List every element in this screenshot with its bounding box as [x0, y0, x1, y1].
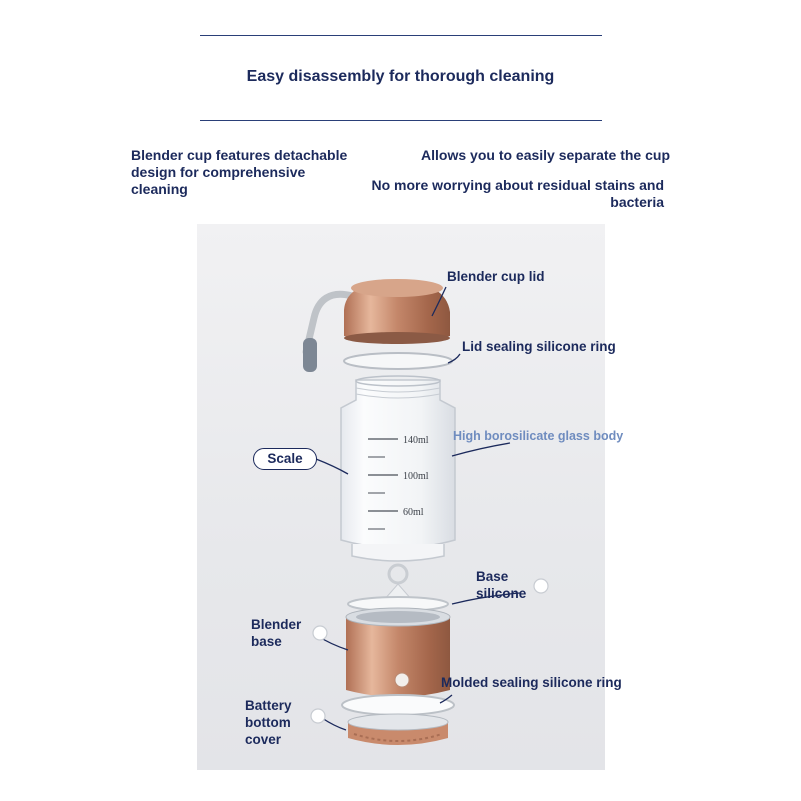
- intro-right-line-1: Allows you to easily separate the cup: [421, 147, 670, 163]
- label-glass-body: High borosilicate glass body: [453, 429, 624, 443]
- label-blender-base-line-1: Blender: [251, 617, 302, 632]
- label-battery-line-3: cover: [245, 732, 282, 747]
- label-base-silicone-line-2: silicone: [476, 586, 527, 601]
- intro-right-line-2: No more worrying about residual stains and bacteria: [371, 177, 664, 210]
- label-blender-base-line-2: base: [251, 634, 282, 649]
- molded-sealing-ring: [342, 695, 454, 715]
- scale-mark-60: 60ml: [403, 507, 424, 518]
- blender-base: [346, 608, 450, 697]
- intro-left-text: Blender cup features detachable design for comprehensive cleaning: [131, 147, 348, 197]
- battery-bottom-cover: [348, 714, 448, 745]
- label-base-silicone-line-1: Base: [476, 569, 509, 584]
- label-lid-sealing-ring: Lid sealing silicone ring: [462, 339, 616, 354]
- scale-mark-100: 100ml: [403, 471, 429, 482]
- headline: Easy disassembly for thorough cleaning: [246, 68, 555, 85]
- label-scale: Scale: [253, 448, 317, 470]
- label-battery-line-1: Battery: [245, 698, 292, 713]
- label-blender-cup-lid: Blender cup lid: [447, 269, 545, 284]
- label-battery-line-2: bottom: [245, 715, 291, 730]
- label-molded-sealing-ring: Molded sealing silicone ring: [441, 675, 622, 690]
- glass-body: [341, 376, 455, 561]
- lid-sealing-ring: [344, 353, 452, 369]
- scale-mark-140: 140ml: [403, 435, 429, 446]
